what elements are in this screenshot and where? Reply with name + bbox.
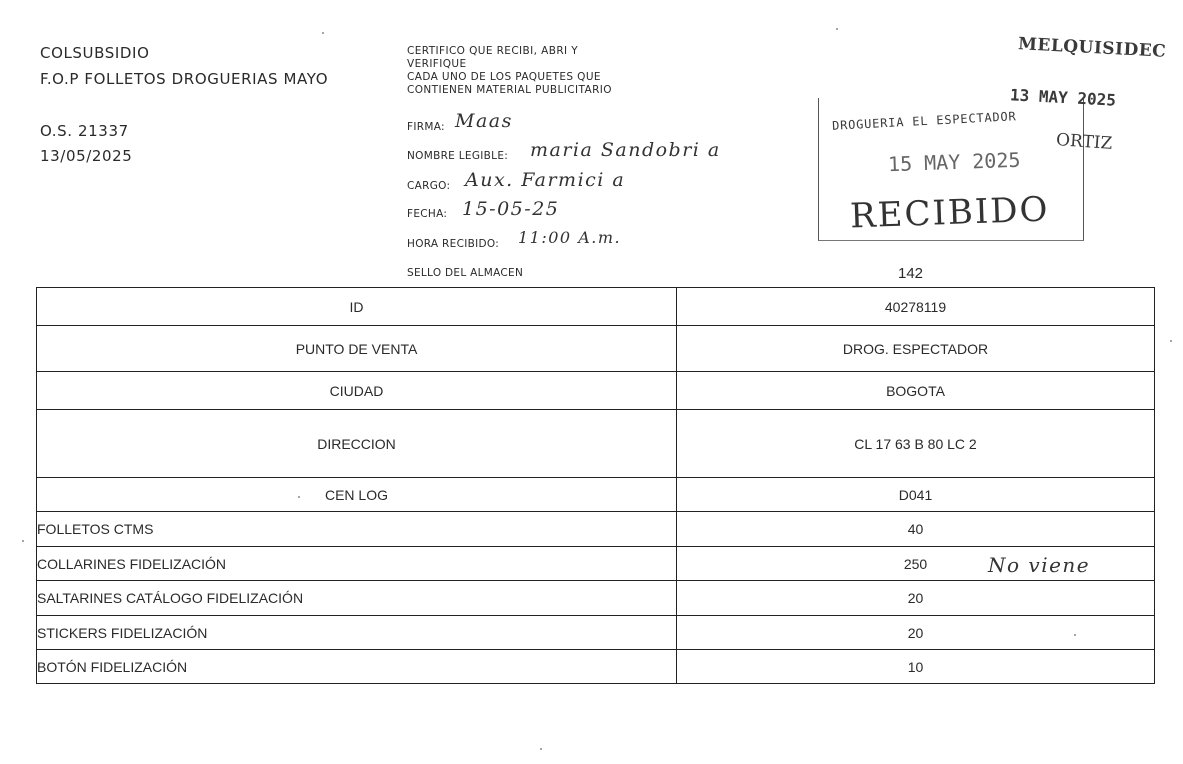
- stamp-received: RECIBIDO: [849, 189, 1051, 237]
- item-row: [37, 650, 1155, 684]
- item-quantity: 20: [677, 581, 1155, 616]
- table-row: [37, 288, 1155, 326]
- table-row: [37, 410, 1155, 478]
- scan-speck: [322, 32, 324, 34]
- os-number: O.S. 21337: [40, 122, 129, 140]
- item-row: [37, 547, 1155, 581]
- certificate-line: CONTIENEN MATERIAL PUBLICITARIO: [407, 84, 612, 96]
- sello-label: SELLO DEL ALMACEN: [407, 267, 524, 279]
- firma-label: FIRMA:: [407, 121, 445, 133]
- table-row: [37, 372, 1155, 410]
- seal-number: 142: [898, 265, 924, 282]
- scan-speck: [540, 748, 542, 750]
- certificate-line: VERIFIQUE: [407, 58, 467, 70]
- scan-speck: [22, 540, 24, 542]
- item-row: [37, 512, 1155, 547]
- row-label: DIRECCION: [37, 410, 677, 478]
- item-label: FOLLETOS CTMS: [37, 512, 677, 547]
- item-quantity: 20: [677, 616, 1155, 650]
- stamp-surname: ORTIZ: [1055, 130, 1113, 154]
- row-value: 40278119: [677, 288, 1155, 326]
- table-row: [37, 326, 1155, 372]
- row-value: DROG. ESPECTADOR: [677, 326, 1155, 372]
- stamp-date-2: 15 MAY 2025: [887, 147, 1021, 177]
- scan-speck: [1170, 340, 1172, 342]
- item-label: COLLARINES FIDELIZACIÓN: [37, 547, 677, 581]
- certificate-line: CERTIFICO QUE RECIBI, ABRI Y: [407, 45, 579, 57]
- delivery-table: [36, 287, 1155, 684]
- item-quantity: 10: [677, 650, 1155, 684]
- nombre-value: maria Sandobri a: [530, 139, 721, 161]
- firma-signature: Maas: [455, 110, 513, 132]
- fecha-value: 15-05-25: [462, 198, 560, 220]
- hora-label: HORA RECIBIDO:: [407, 238, 500, 250]
- scan-speck: [836, 28, 838, 30]
- item-label: SALTARINES CATÁLOGO FIDELIZACIÓN: [37, 581, 677, 616]
- scan-speck: [298, 496, 300, 498]
- row-label: PUNTO DE VENTA: [37, 326, 677, 372]
- item-row: [37, 616, 1155, 650]
- cargo-value: Aux. Farmici a: [465, 169, 626, 191]
- row-value: D041: [677, 478, 1155, 512]
- hora-value: 11:00 A.m.: [518, 228, 622, 247]
- item-quantity: 250: [677, 547, 1155, 581]
- handwritten-note: No viene: [988, 553, 1091, 577]
- row-label: CIUDAD: [37, 372, 677, 410]
- nombre-label: NOMBRE LEGIBLE:: [407, 150, 509, 162]
- stamp-date-1: 13 MAY 2025: [1009, 85, 1117, 110]
- stamp-drugstore: DROGUERIA EL ESPECTADOR: [831, 109, 1017, 133]
- cargo-label: CARGO:: [407, 180, 451, 192]
- row-label: ID: [37, 288, 677, 326]
- document-subtitle: F.O.P FOLLETOS DROGUERIAS MAYO: [40, 70, 329, 88]
- fecha-label: FECHA:: [407, 208, 448, 220]
- document-date: 13/05/2025: [40, 147, 133, 165]
- item-label: BOTÓN FIDELIZACIÓN: [37, 650, 677, 684]
- row-label: CEN LOG: [37, 478, 677, 512]
- certificate-text: [407, 45, 612, 97]
- certificate-line: CADA UNO DE LOS PAQUETES QUE: [407, 71, 601, 83]
- row-value: CL 17 63 B 80 LC 2: [677, 410, 1155, 478]
- row-value: BOGOTA: [677, 372, 1155, 410]
- table-row: [37, 478, 1155, 512]
- item-label: STICKERS FIDELIZACIÓN: [37, 616, 677, 650]
- company-name: COLSUBSIDIO: [40, 44, 150, 62]
- item-row: [37, 581, 1155, 616]
- item-quantity: 40: [677, 512, 1155, 547]
- scan-speck: [1074, 634, 1076, 636]
- stamp-name: MELQUISIDEC: [1017, 34, 1167, 62]
